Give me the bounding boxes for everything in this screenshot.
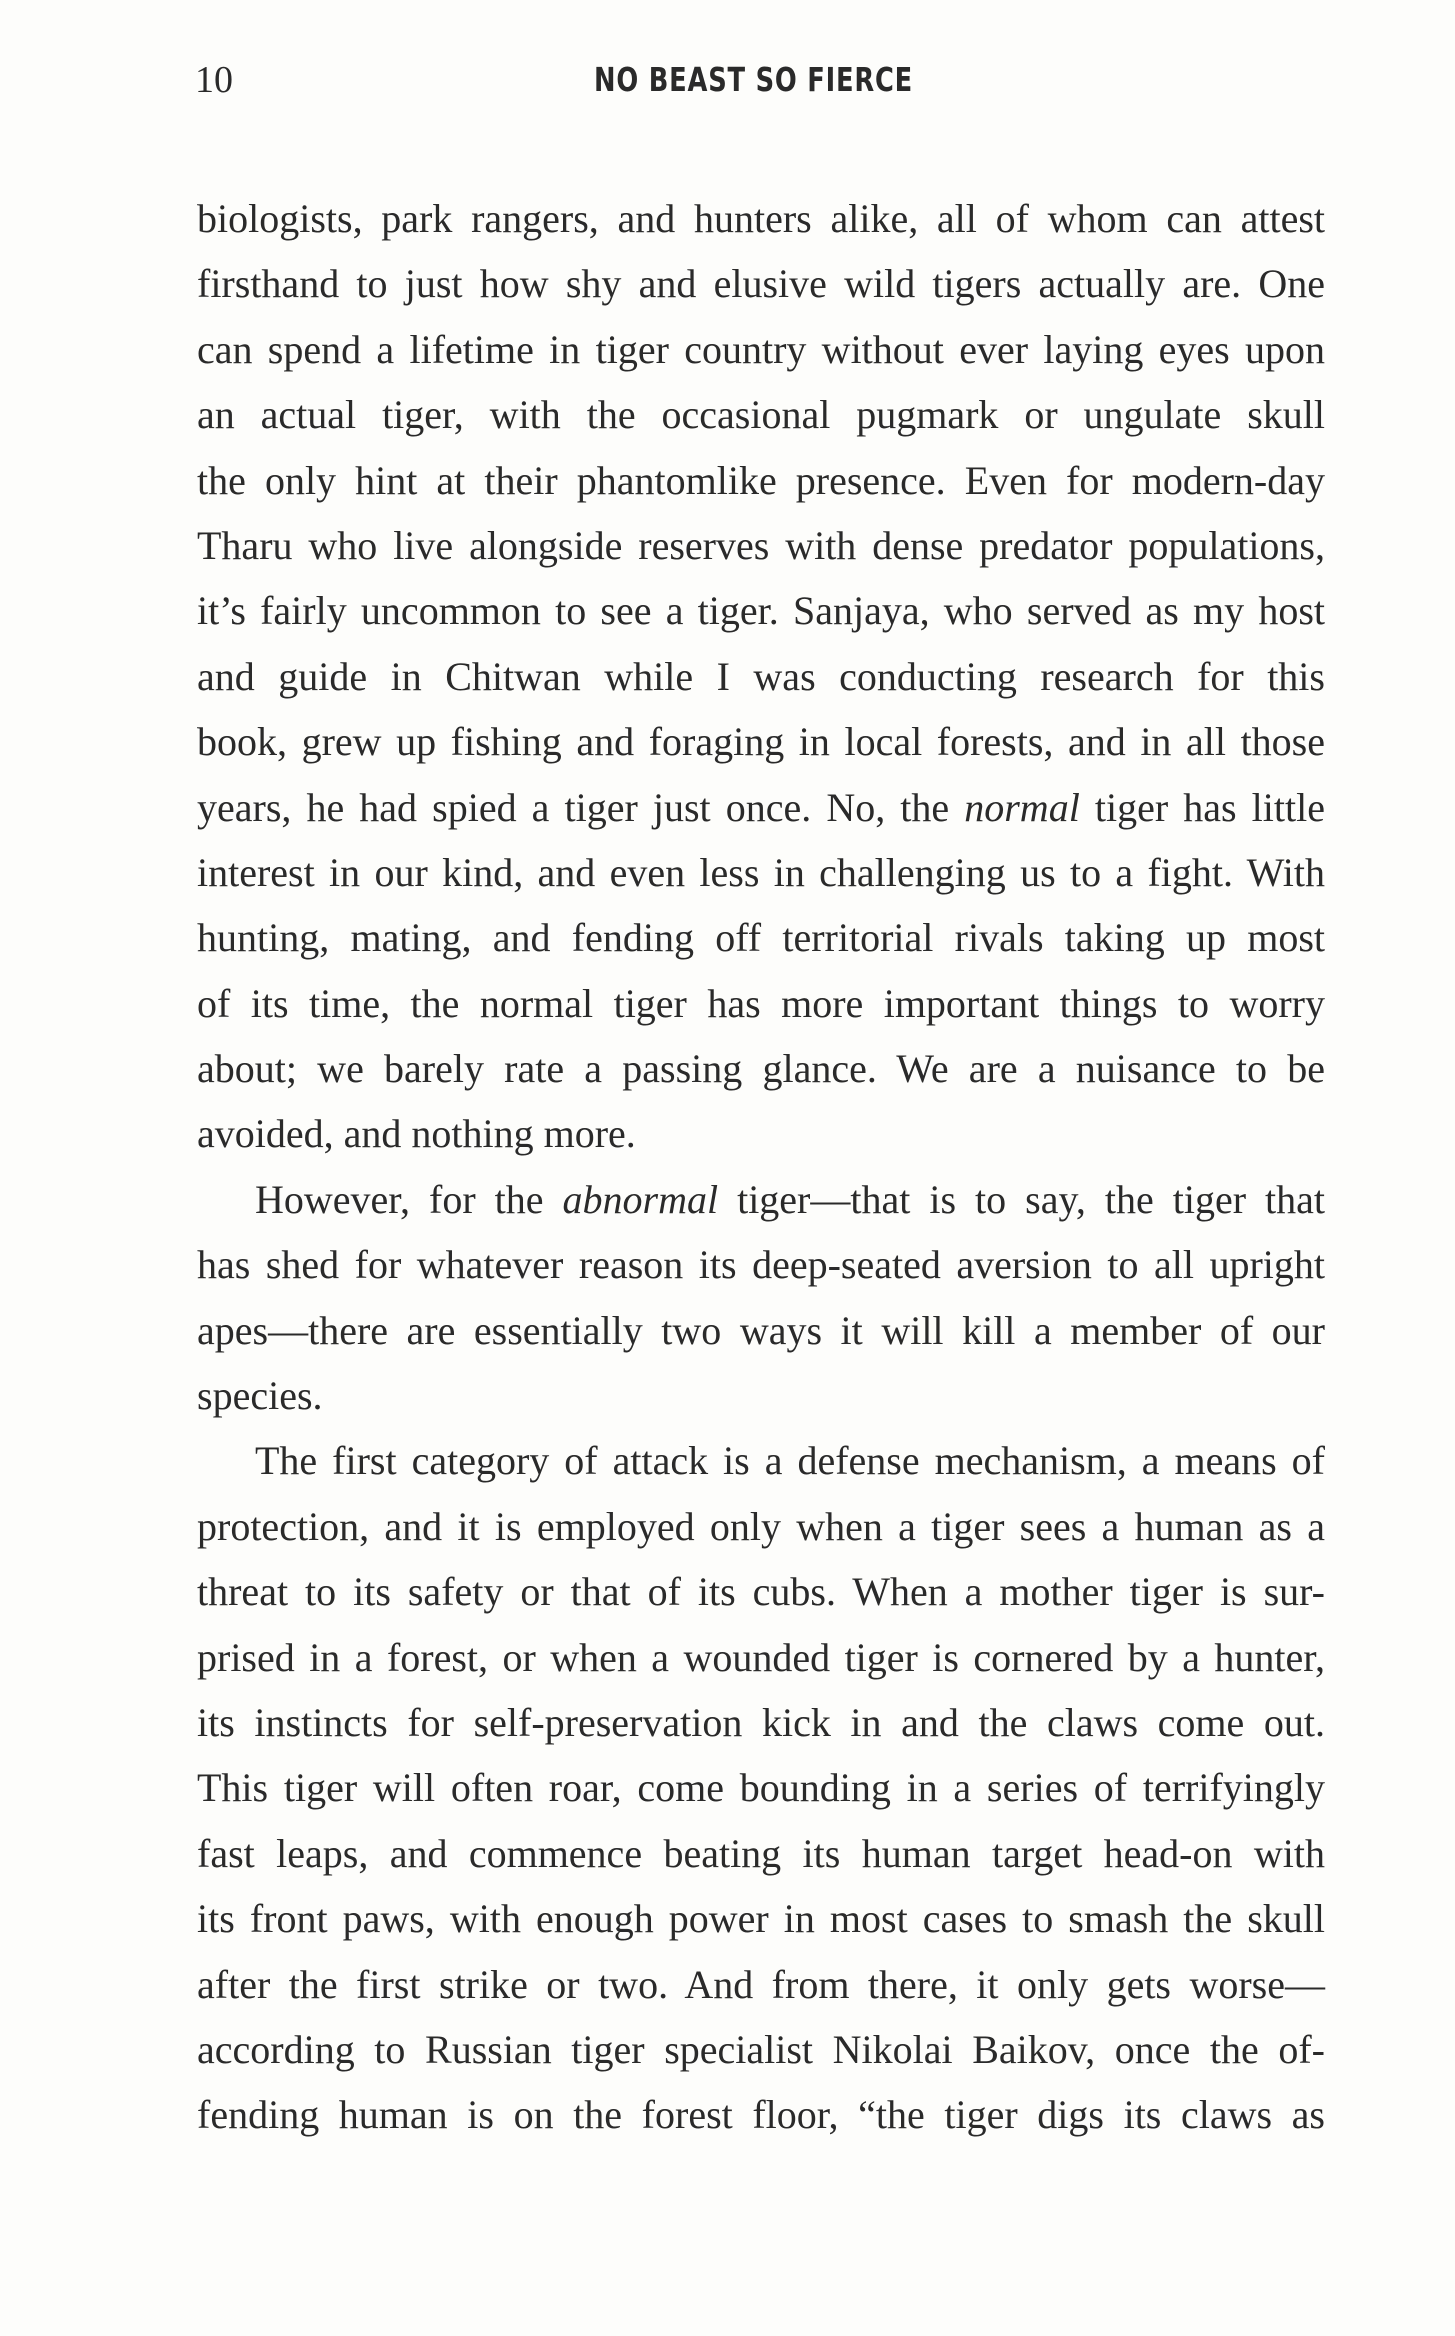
text-line: it’s fairly uncommon to see a tiger. Sanjaya, who served as my host [197, 588, 1325, 634]
body-text [197, 186, 1325, 2148]
text-line: Tharu who live alongside reserves with dense predator populations, [197, 522, 1325, 568]
text-line: fast leaps, and commence beating its human target head-on with [197, 1830, 1325, 1876]
text-line: book, grew up fishing and foraging in local forests, and in all those [197, 719, 1325, 765]
text-line: an actual tiger, with the occasional pugmark or ungulate skull [197, 392, 1325, 438]
text-line: interest in our kind, and even less in challenging us to a fight. With [197, 849, 1325, 895]
page-header [0, 58, 1455, 102]
page-number: 10 [195, 59, 233, 101]
running-title: NO BEAST SO FIERCE [594, 60, 914, 99]
text-line: the only hint at their phantomlike presence. Even for modern-day [197, 457, 1325, 503]
text-line: has shed for whatever reason its deep-seated aversion to all upright [197, 1242, 1325, 1288]
text-line: fending human is on the forest floor, “the tiger digs its claws as [197, 2092, 1325, 2138]
text-line: its instincts for self-preservation kick in and the claws come out. [197, 1699, 1325, 1745]
text-run: years, he had spied a tiger just once. No, the [197, 784, 950, 830]
text-line: species. [197, 1373, 323, 1419]
text-line: firsthand to just how shy and elusive wild tigers actually are. One [197, 261, 1325, 307]
text-line: avoided, and nothing more. [197, 1111, 636, 1157]
text-line: threat to its safety or that of its cubs. When a mother tiger is sur- [197, 1569, 1325, 1615]
text-line: The first category of attack is a defense mechanism, a means of [255, 1438, 1325, 1484]
text-line: prised in a forest, or when a wounded tiger is cornered by a hunter, [197, 1634, 1325, 1680]
text-line: of its time, the normal tiger has more important things to worry [197, 980, 1325, 1026]
text-line: its front paws, with enough power in most cases to smash the skull [197, 1896, 1325, 1942]
text-line: hunting, mating, and fending off territorial rivals taking up most [197, 915, 1325, 961]
text-line: and guide in Chitwan while I was conducting research for this [197, 653, 1325, 699]
text-line: apes—there are essentially two ways it will kill a member of our [197, 1307, 1325, 1353]
text-line [197, 1167, 1325, 1232]
text-run: However, for the [255, 1176, 544, 1222]
text-line: about; we barely rate a passing glance. We are a nuisance to be [197, 1046, 1325, 1092]
text-line [197, 775, 1325, 840]
text-line: This tiger will often roar, come bounding in a series of terrifyingly [197, 1765, 1325, 1811]
text-line: protection, and it is employed only when a tiger sees a human as a [197, 1503, 1325, 1549]
emphasis-normal: normal [964, 784, 1080, 830]
text-line: biologists, park rangers, and hunters alike, all of whom can attest [197, 196, 1325, 241]
text-line: according to Russian tiger specialist Nikolai Baikov, once the of- [197, 2026, 1325, 2072]
text-line: can spend a lifetime in tiger country without ever laying eyes upon [197, 326, 1325, 372]
text-run: tiger has little [1094, 784, 1325, 830]
emphasis-abnormal: abnormal [562, 1176, 719, 1222]
text-line: after the first strike or two. And from there, it only gets worse— [197, 1961, 1325, 2007]
text-run: tiger—that is to say, the tiger that [737, 1176, 1325, 1222]
